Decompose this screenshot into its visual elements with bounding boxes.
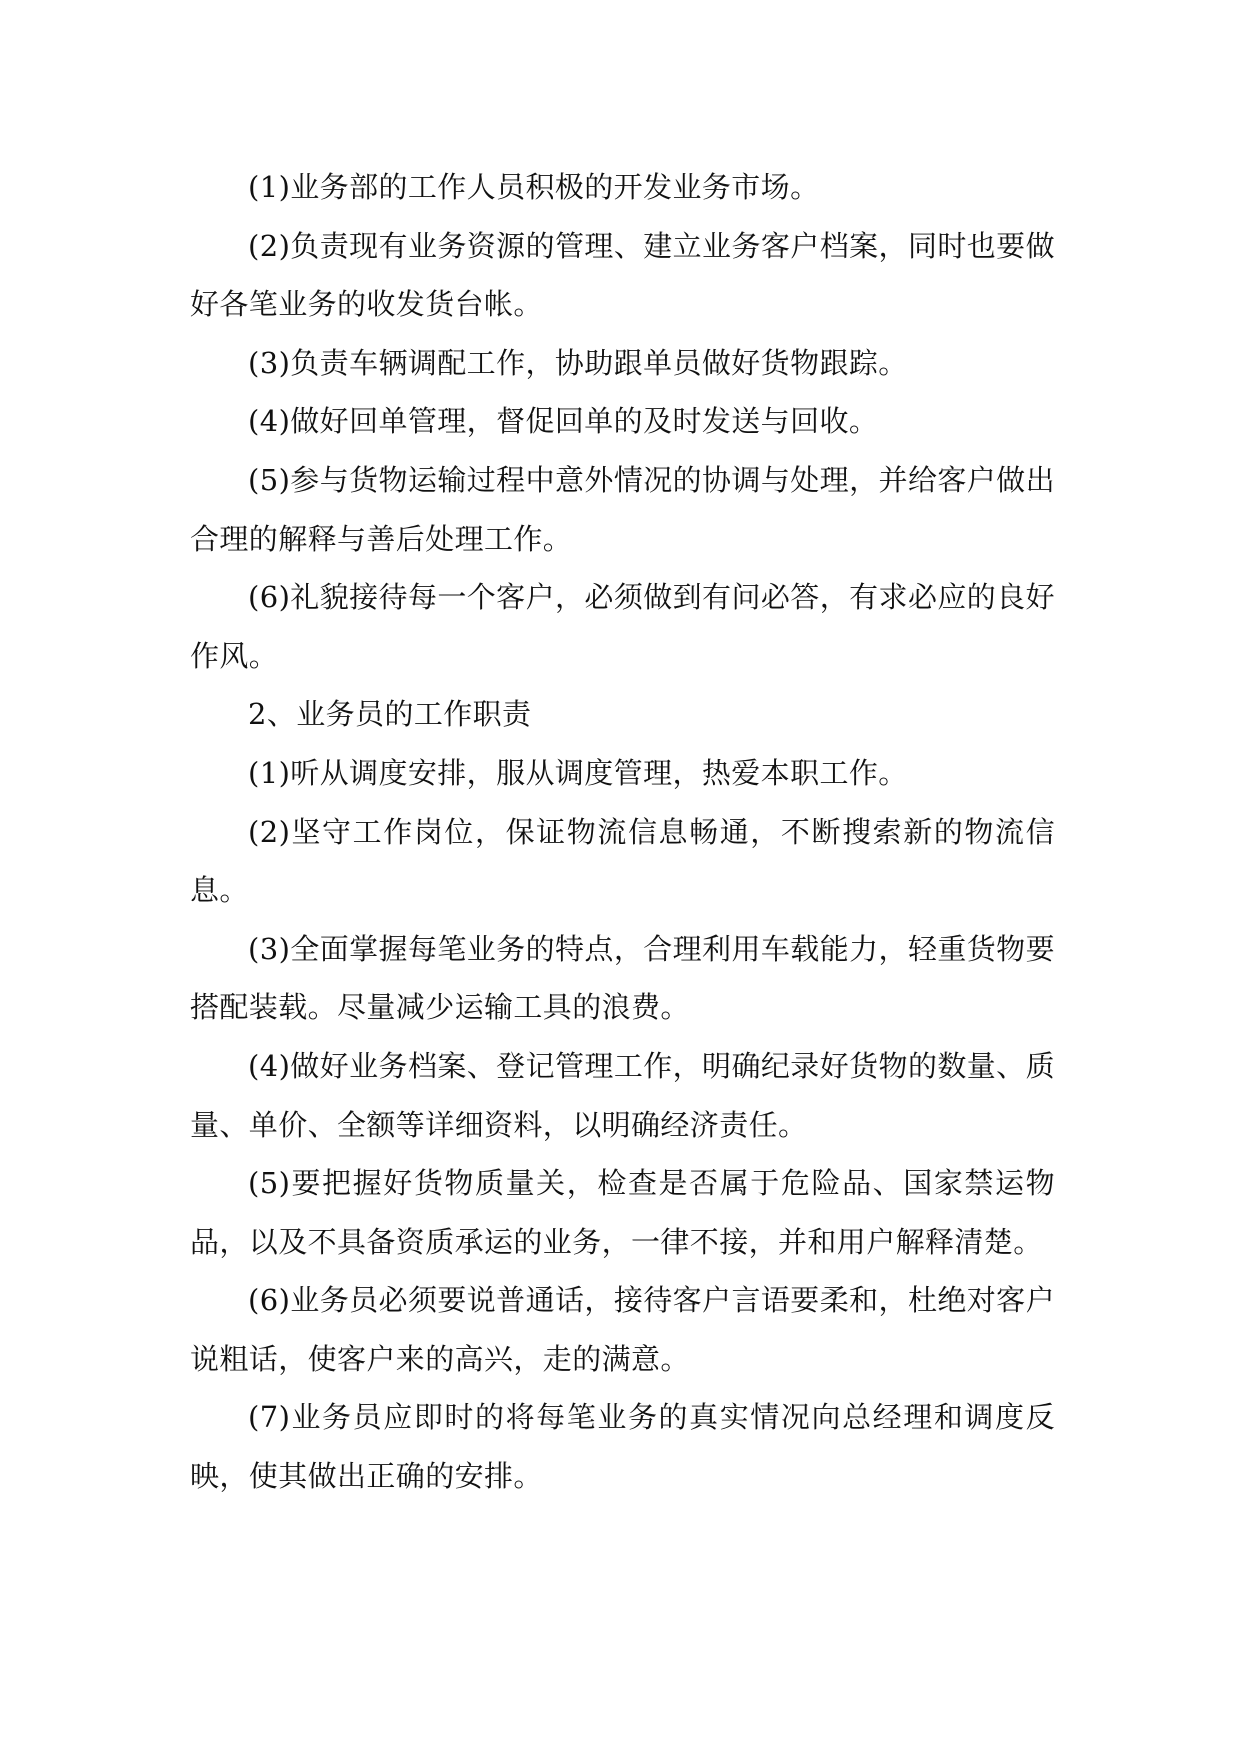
paragraph-duty-2: (2)坚守工作岗位，保证物流信息畅通，不断搜索新的物流信息。 (190, 814, 1055, 908)
paragraph-duty-4: (4)做好业务档案、登记管理工作，明确纪录好货物的数量、质量、单价、全额等详细资料，以明确经济责任。 (190, 1048, 1055, 1142)
paragraph-duty-1: (1)听从调度安排，服从调度管理，热爱本职工作。 (248, 755, 908, 790)
paragraph-dept-1: (1)业务部的工作人员积极的开发业务市场。 (248, 170, 820, 204)
section-heading: 2、业务员的工作职责 (248, 697, 532, 732)
paragraph-duty-6: (6)业务员必须要说普通话，接待客户言语要柔和，杜绝对客户说粗话，使客户来的高兴，走的满意。 (190, 1283, 1055, 1376)
paragraph-duty-7: (7)业务员应即时的将每笔业务的真实情况向总经理和调度反映，使其做出正确的安排。 (190, 1400, 1055, 1494)
paragraph-dept-2: (2)负责现有业务资源的管理、建立业务客户档案，同时也要做好各笔业务的收发货台帐。 (190, 228, 1055, 322)
paragraph-duty-5: (5)要把握好货物质量关，检查是否属于危险品、国家禁运物品，以及不具备资质承运的业务，一律不接，并和用户解释清楚。 (190, 1166, 1055, 1259)
paragraph-dept-6: (6)礼貌接待每一个客户，必须做到有问必答，有求必应的良好作风。 (190, 580, 1055, 673)
paragraph-dept-5: (5)参与货物运输过程中意外情况的协调与处理，并给客户做出合理的解释与善后处理工作。 (190, 462, 1055, 556)
paragraph-duty-3: (3)全面掌握每笔业务的特点，合理利用车载能力，轻重货物要搭配装载。尽量减少运输工具的浪费。 (190, 931, 1055, 1025)
document-body (190, 158, 1055, 1506)
paragraph-dept-3: (3)负责车辆调配工作，协助跟单员做好货物跟踪。 (248, 345, 908, 380)
paragraph-dept-4: (4)做好回单管理，督促回单的及时发送与回收。 (248, 404, 879, 439)
